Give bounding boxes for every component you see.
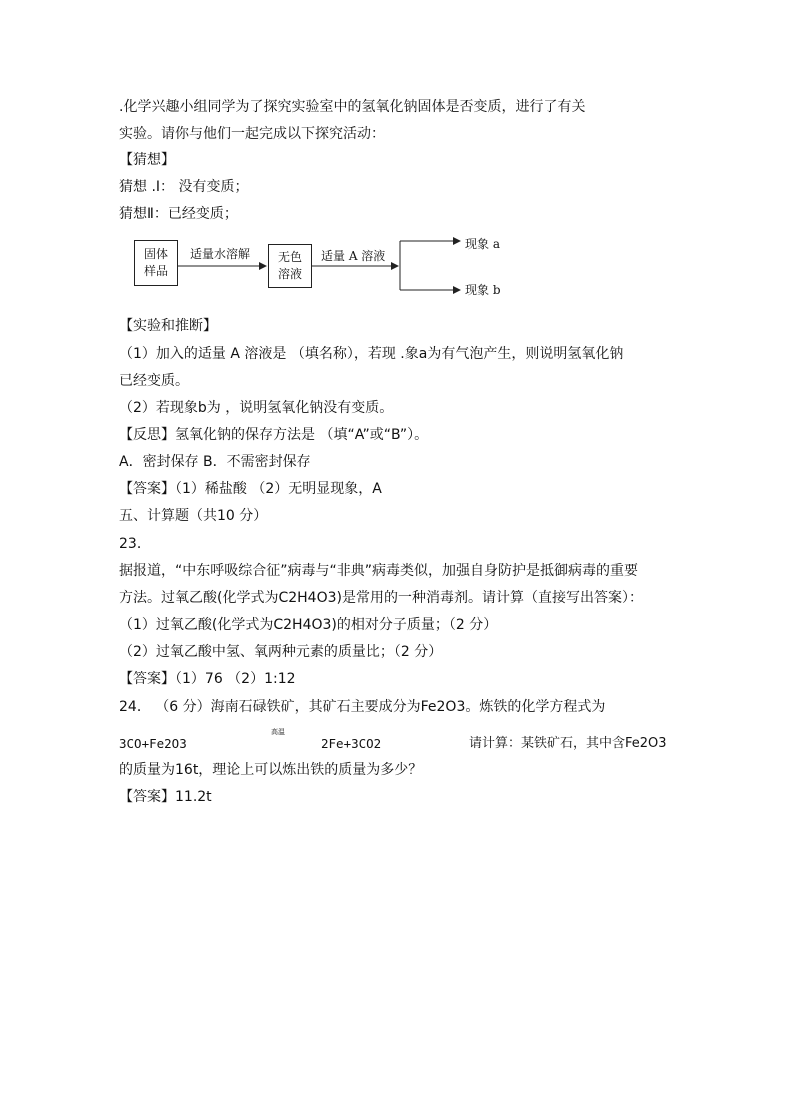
- answer-24: 【答案】11.2t: [119, 789, 212, 805]
- question-23-text-1: 据报道，“中东呼吸综合征”病毒与“非典”病毒类似，加强自身防护是抵御病毒的重要: [119, 563, 639, 579]
- question-23-part-2: （2）过氧乙酸中氢、氧两种元素的质量比；（2 分）: [119, 644, 443, 660]
- solid-sample-label-line-1: 固体: [143, 247, 168, 261]
- equation-reactants: 3CO+Fe2O3: [119, 736, 187, 751]
- solution-label-line-2: 溶液: [277, 267, 302, 281]
- intro-line-2: 实验。请你与他们一起完成以下探究活动：: [119, 126, 385, 142]
- question-1-line-2: 已经变质。: [119, 373, 189, 389]
- question-24-text-1: 24． （6 分）海南石碌铁矿，其矿石主要成分为Fe2O3。炼铁的化学方程式为: [119, 699, 606, 715]
- question-23-number: 23．: [119, 536, 151, 552]
- cut-off-text-fragment: [119, 300, 219, 304]
- outcome-b-label: 现象 b: [465, 283, 501, 297]
- question-2: （2）若现象b为 ，说明氢氧化钠没有变质。: [119, 400, 394, 416]
- hypothesis-1: 猜想 .Ⅰ： 没有变质；: [119, 179, 249, 195]
- answer-23: 【答案】（1）76 （2）1:12: [119, 671, 296, 687]
- question-24-text-3: 的质量为16t，理论上可以炼出铁的质量为多少？: [119, 762, 423, 778]
- dissolve-step-label: 适量水溶解: [190, 247, 251, 261]
- question-23-text-2: 方法。过氧乙酸(化学式为C2H4O3)是常用的一种消毒剂。请计算（直接写出答案）：: [119, 590, 643, 606]
- reagent-a-step-label: 适量 A 溶液: [321, 249, 386, 263]
- intro-line-1: .化学兴趣小组同学为了探究实验室中的氢氧化钠固体是否变质，进行了有关: [119, 99, 586, 115]
- section-hypothesis-heading: 【猜想】: [119, 152, 175, 168]
- answer-22: 【答案】（1）稀盐酸 （2）无明显现象，A: [119, 481, 382, 497]
- reflection-options: A．密封保存 B．不需密封保存: [119, 454, 311, 470]
- outcome-a-label: 现象 a: [465, 237, 500, 251]
- solid-sample-label-line-2: 样品: [143, 264, 168, 278]
- section-5-heading: 五、计算题（共10 分）: [119, 508, 268, 524]
- question-23-part-1: （1）过氧乙酸(化学式为C2H4O3)的相对分子质量；（2 分）: [119, 617, 498, 633]
- question-24-text-2: 请计算：某铁矿石，其中含Fe2O3: [469, 736, 667, 751]
- solution-label-line-1: 无色: [277, 250, 302, 264]
- equation-condition: 高温: [271, 728, 285, 736]
- reflection-question: 【反思】氢氧化钠的保存方法是 （填“A”或“B”）。: [119, 427, 429, 443]
- hypothesis-2: 猜想Ⅱ：已经变质；: [119, 206, 238, 222]
- section-experiment-heading: 【实验和推断】: [119, 318, 217, 334]
- question-1-line-1: （1）加入的适量 A 溶液是 （填名称），若现 .象a为有气泡产生，则说明氢氧化钠: [119, 346, 624, 362]
- experiment-flow-diagram: [128, 232, 528, 302]
- equation-products: 2Fe+3CO2: [321, 736, 382, 751]
- diagram-arrows: [128, 232, 528, 302]
